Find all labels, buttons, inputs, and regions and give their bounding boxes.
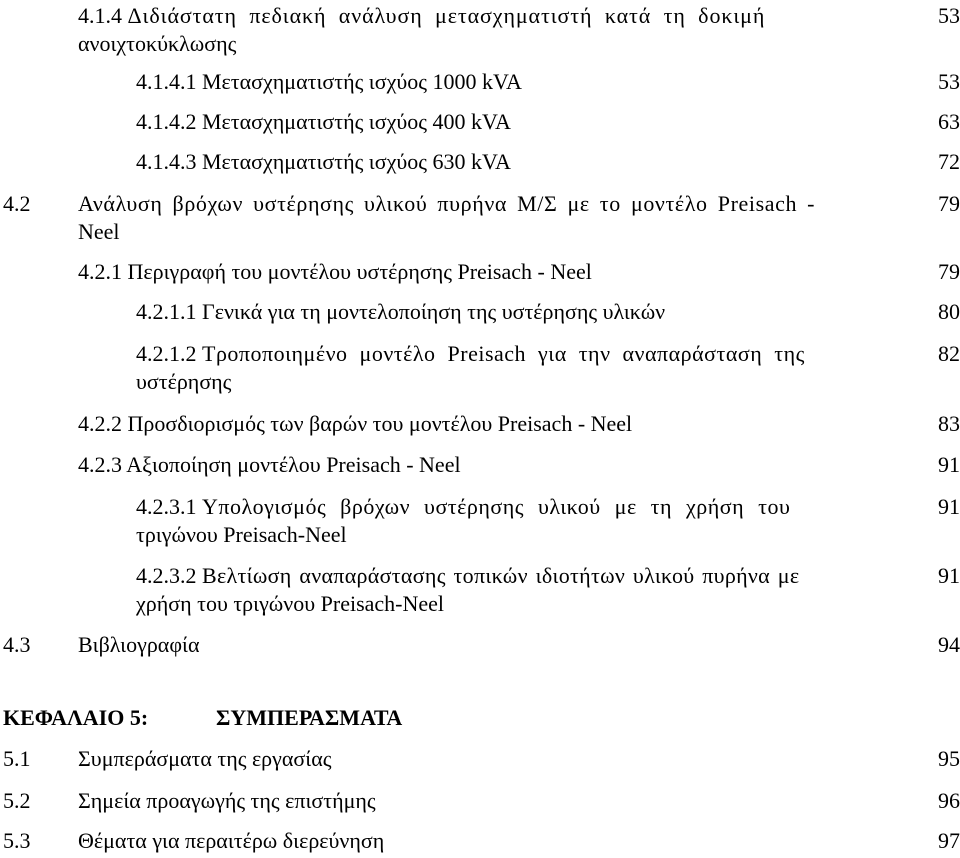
entry-title: Βελτίωση αναπαράστασης τοπικών ιδιοτήτων υλικού πυρήνα με bbox=[202, 563, 800, 588]
entry-number: 4.1.4.3 bbox=[136, 149, 197, 174]
entry-title-continued: χρήση του τριγώνου Preisach-Neel bbox=[136, 591, 445, 616]
chapter-label: ΚΕΦΑΛΑΙΟ 5: bbox=[3, 705, 149, 730]
toc-entry-4-3 bbox=[3, 632, 199, 658]
toc-entry-4-2 bbox=[3, 191, 815, 217]
page-number: 91 bbox=[938, 563, 960, 588]
page-number: 53 bbox=[938, 69, 960, 94]
entry-title: Θέματα για περαιτέρω διερεύνηση bbox=[78, 828, 385, 853]
entry-number: 4.1.4.2 bbox=[136, 109, 197, 134]
entry-title: Συμπεράσματα της εργασίας bbox=[78, 746, 332, 771]
chapter-heading bbox=[3, 704, 402, 732]
toc-entry-4-2-1-2 bbox=[136, 341, 805, 367]
entry-number: 4.2.3.1 bbox=[136, 494, 197, 519]
toc-entry-5-2 bbox=[3, 788, 376, 814]
entry-title-continued: τριγώνου Preisach-Neel bbox=[136, 522, 347, 547]
page-number: 83 bbox=[938, 411, 960, 436]
entry-title: Περιγραφή του μοντέλου υστέρησης Preisach - Neel bbox=[127, 259, 592, 284]
entry-number: 4.2.3.2 bbox=[136, 563, 197, 588]
entry-title: Μετασχηματιστής ισχύος 630 kVA bbox=[202, 149, 511, 174]
entry-title-continued: Neel bbox=[78, 219, 120, 244]
toc-entry-4-1-4-2 bbox=[136, 109, 511, 135]
page-number: 79 bbox=[938, 259, 960, 284]
page-number: 63 bbox=[938, 109, 960, 134]
entry-title: Γενικά για τη μοντελοποίηση της υστέρησης υλικών bbox=[202, 299, 666, 324]
entry-title: Ανάλυση βρόχων υστέρησης υλικού πυρήνα Μ/Σ με το μοντέλο Preisach - bbox=[78, 191, 816, 216]
toc-entry-4-2-1-1 bbox=[136, 299, 665, 325]
entry-title: Μετασχηματιστής ισχύος 1000 kVA bbox=[202, 69, 522, 94]
entry-title: Σημεία προαγωγής της επιστήμης bbox=[78, 788, 376, 813]
chapter-title: ΣΥΜΠΕΡΑΣΜΑΤΑ bbox=[216, 705, 403, 730]
entry-title: Τροποποιημένο μοντέλο Preisach για την αναπαράσταση της bbox=[202, 341, 805, 366]
entry-title: Βιβλιογραφία bbox=[78, 632, 200, 657]
page-number: 79 bbox=[938, 191, 960, 216]
entry-title: Προσδιορισμός των βαρών του μοντέλου Preisach - Neel bbox=[127, 411, 633, 436]
entry-number: 5.1 bbox=[3, 746, 31, 771]
entry-number: 4.2.1.2 bbox=[136, 341, 197, 366]
toc-entry-4-2-2 bbox=[78, 411, 632, 437]
page-number: 91 bbox=[938, 452, 960, 477]
page-number: 97 bbox=[938, 828, 960, 853]
entry-number: 5.2 bbox=[3, 788, 31, 813]
entry-title-continued: υστέρησης bbox=[136, 369, 232, 394]
entry-number: 4.2.1 bbox=[78, 259, 122, 284]
entry-number: 4.2.3 bbox=[78, 452, 122, 477]
entry-number: 5.3 bbox=[3, 828, 31, 853]
toc-entry-4-2-3 bbox=[78, 452, 461, 478]
entry-title: Αξιοποίηση μοντέλου Preisach - Neel bbox=[126, 452, 461, 477]
entry-number: 4.2.2 bbox=[78, 411, 122, 436]
page-number: 91 bbox=[938, 494, 960, 519]
toc-entry-4-1-4 bbox=[78, 3, 765, 29]
entry-number: 4.3 bbox=[3, 632, 31, 657]
entry-title: Διδιάστατη πεδιακή ανάλυση μετασχηματιστή κατά τη δοκιμή bbox=[127, 3, 766, 28]
page-number: 94 bbox=[938, 632, 960, 657]
entry-number: 4.1.4.1 bbox=[136, 69, 197, 94]
toc-entry-4-2-3-1 bbox=[136, 494, 790, 520]
toc-entry-4-1-4-3 bbox=[136, 149, 511, 175]
page-number: 80 bbox=[938, 299, 960, 324]
entry-title: Υπολογισμός βρόχων υστέρησης υλικού με τη χρήση του bbox=[202, 494, 791, 519]
toc-entry-5-1 bbox=[3, 746, 331, 772]
entry-number: 4.1.4 bbox=[78, 3, 122, 28]
toc-entry-4-1-4-1 bbox=[136, 69, 522, 95]
toc-entry-4-2-3-2 bbox=[136, 563, 799, 589]
page-number: 95 bbox=[938, 746, 960, 771]
toc-entry-5-3 bbox=[3, 828, 384, 854]
entry-number: 4.2 bbox=[3, 191, 31, 216]
entry-number: 4.2.1.1 bbox=[136, 299, 197, 324]
entry-title: Μετασχηματιστής ισχύος 400 kVA bbox=[202, 109, 511, 134]
page-number: 96 bbox=[938, 788, 960, 813]
page-number: 72 bbox=[938, 149, 960, 174]
toc-entry-4-2-1 bbox=[78, 259, 592, 285]
page-number: 82 bbox=[938, 341, 960, 366]
page-number: 53 bbox=[938, 3, 960, 28]
entry-title-continued: ανοιχτοκύκλωσης bbox=[78, 31, 237, 56]
